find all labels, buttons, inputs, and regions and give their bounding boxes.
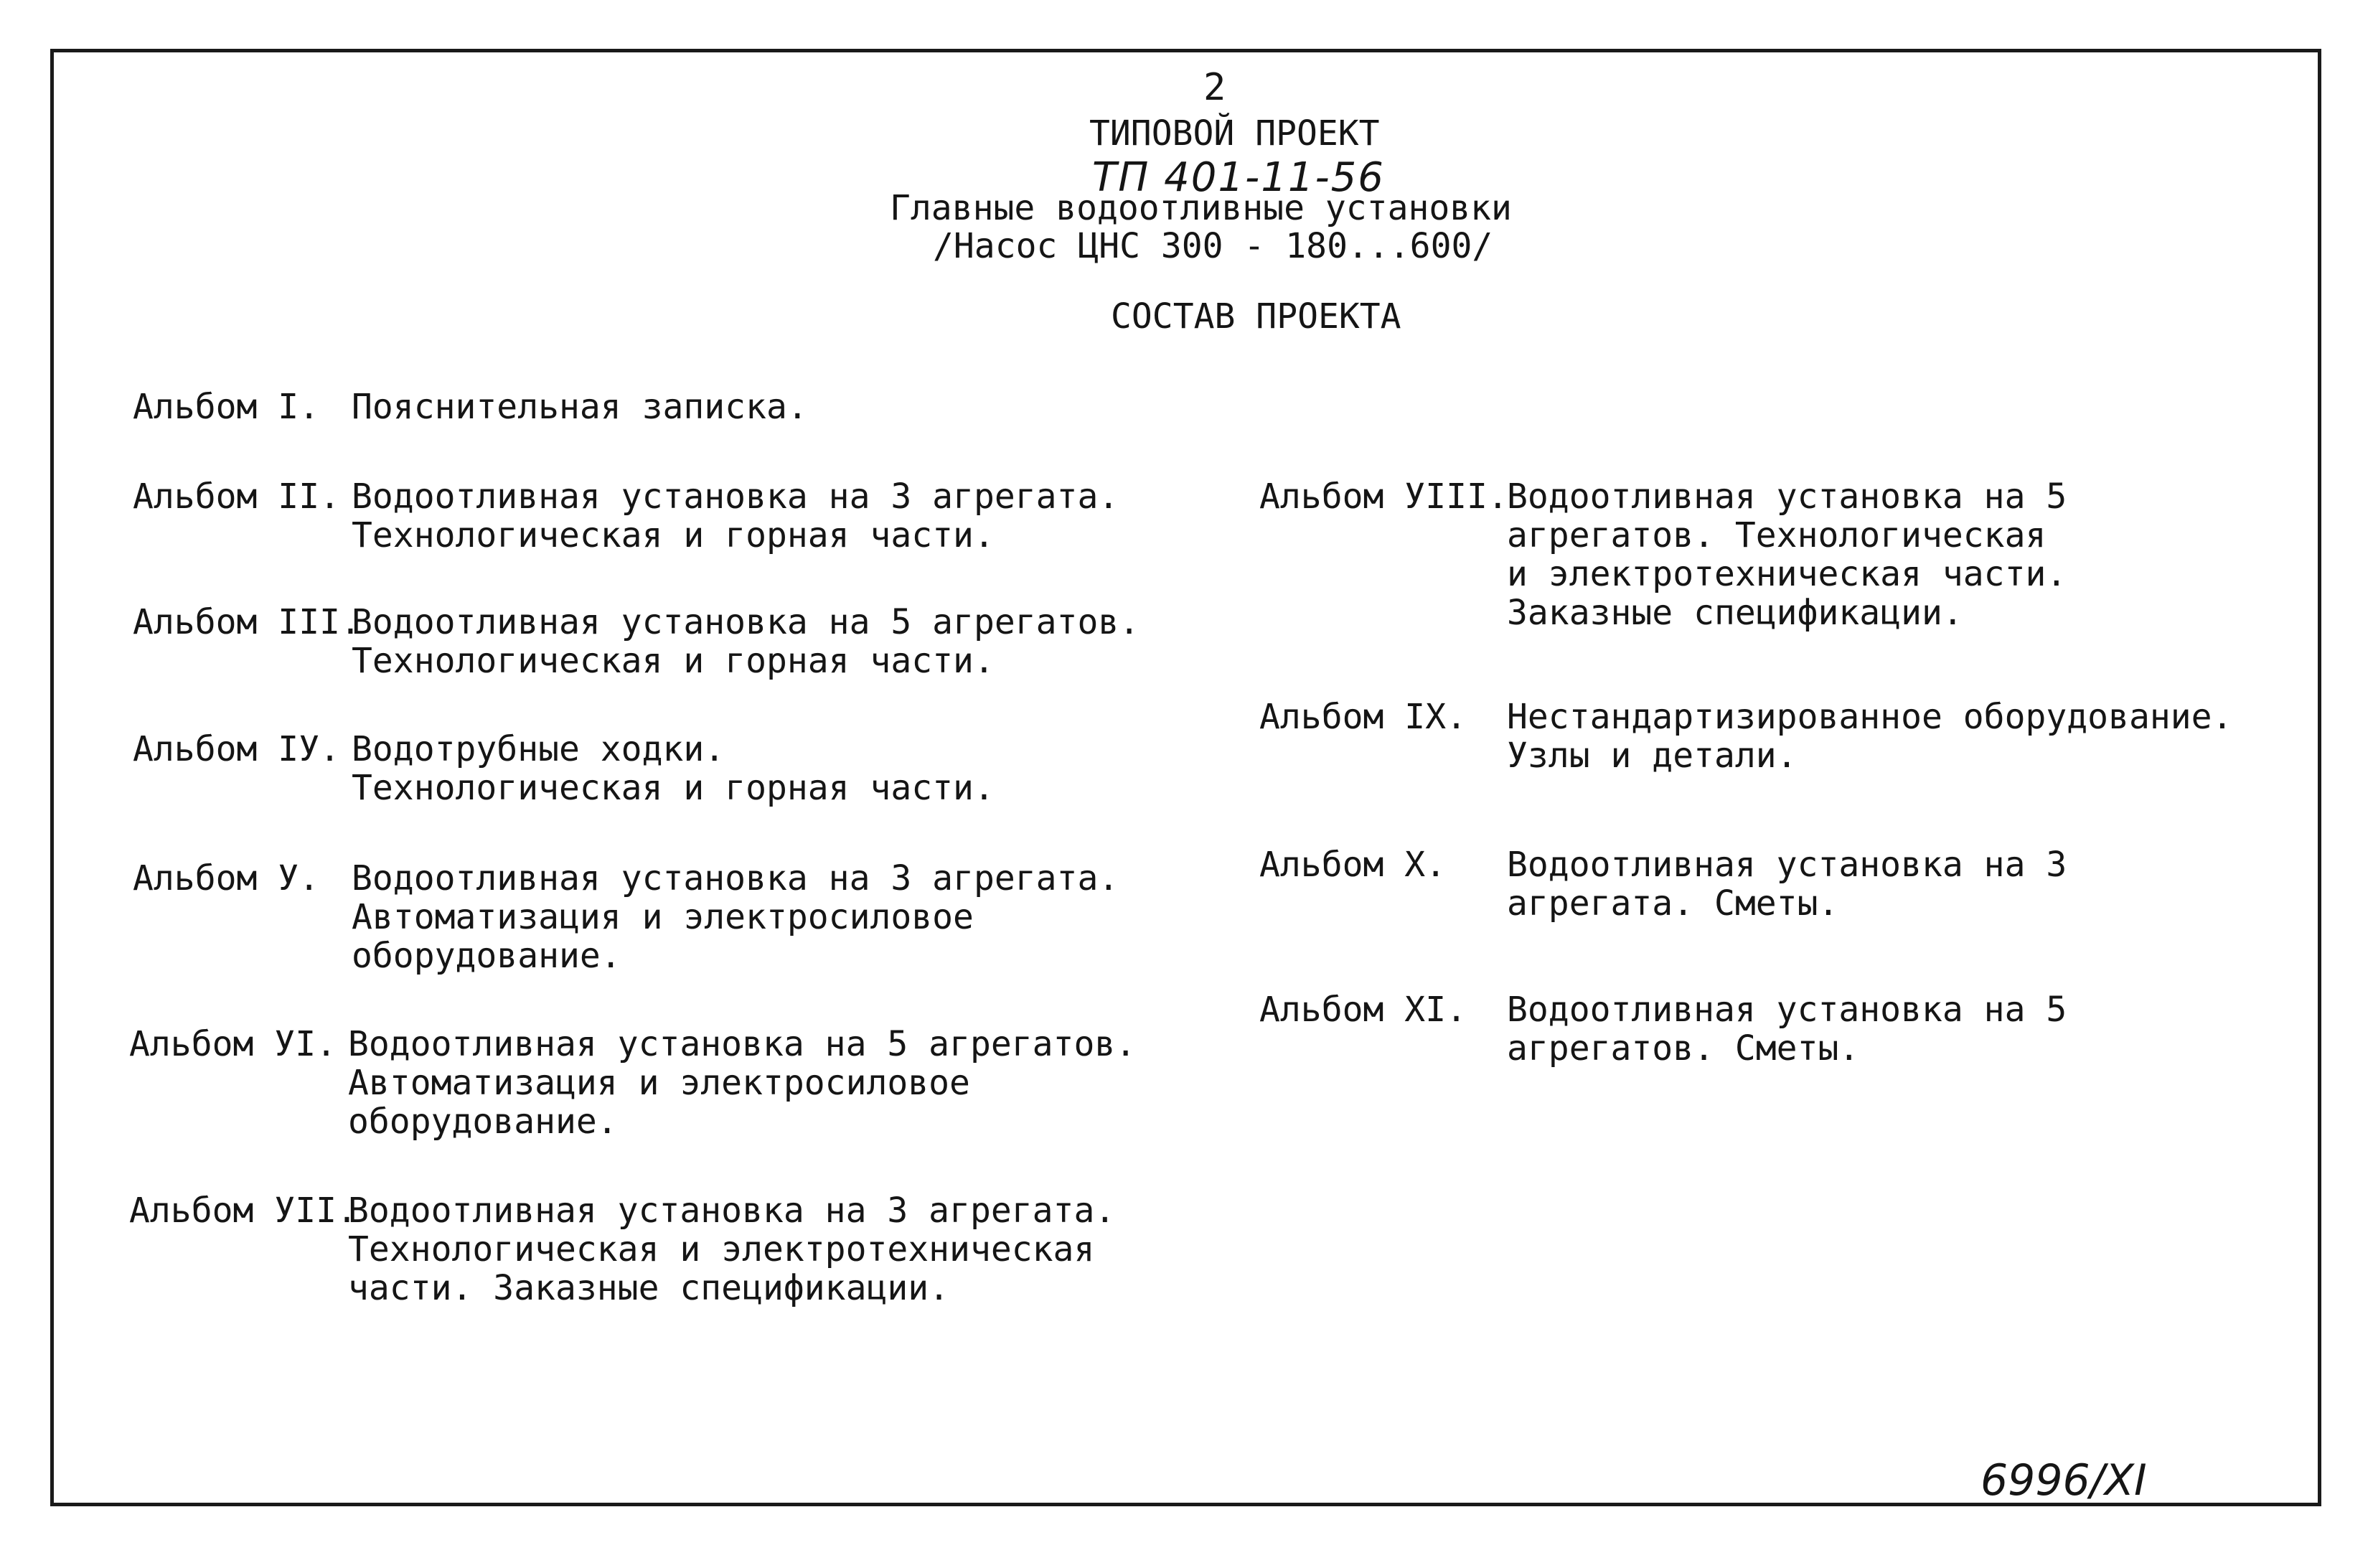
album-description-line: Водоотливная установка на 5	[1507, 476, 2067, 517]
pump-designation: /Насос ЦНС 300 - 180...600/	[933, 226, 1493, 266]
album-label: Альбом УIII.	[1259, 476, 1508, 517]
album-label: Альбом IУ.	[133, 729, 340, 769]
album-description-line: Водоотливная установка на 3 агрегата.	[352, 858, 1119, 898]
album-description-line: Узлы и детали.	[1507, 736, 1798, 776]
album-description-line: Водоотливная установка на 5 агрегатов.	[352, 602, 1140, 642]
project-code: ТП 401-11-56	[1092, 154, 1385, 201]
album-description-line: Нестандартизированное оборудование.	[1507, 697, 2233, 737]
album-description-line: агрегатов. Технологическая	[1507, 515, 2047, 555]
album-description-line: и электротехническая части.	[1507, 554, 2067, 594]
album-description-line: Технологическая и горная части.	[352, 641, 995, 681]
album-description-line: Водоотливная установка на 3 агрегата.	[348, 1191, 1116, 1231]
album-description-line: Автоматизация и электросиловое	[348, 1063, 970, 1103]
album-description-line: оборудование.	[348, 1102, 618, 1142]
album-label: Альбом УI.	[129, 1024, 337, 1064]
page-number: 2	[1203, 66, 1226, 109]
album-label: Альбом IX.	[1259, 697, 1467, 737]
album-label: Альбом I.	[133, 387, 320, 427]
album-label: Альбом XI.	[1259, 990, 1467, 1030]
album-label: Альбом X.	[1259, 845, 1447, 885]
album-description-line: Заказные спецификации.	[1507, 593, 1963, 633]
inventory-number: 6996/XI	[1980, 1455, 2147, 1506]
project-subtitle: Главные водоотливные установки	[890, 188, 1512, 228]
album-description-line: Водотрубные ходки.	[352, 729, 725, 769]
document-type-title: ТИПОВОЙ ПРОЕКТ	[1089, 113, 1380, 154]
section-title: СОСТАВ ПРОЕКТА	[1111, 296, 1401, 337]
album-description-line: Водоотливная установка на 5	[1507, 990, 2067, 1030]
album-description-line: Технологическая и электротехническая	[348, 1229, 1095, 1269]
album-label: Альбом III.	[133, 602, 361, 642]
album-description-line: Пояснительная записка.	[352, 387, 808, 427]
album-label: Альбом II.	[133, 476, 340, 517]
album-description-line: части. Заказные спецификации.	[348, 1268, 950, 1308]
album-description-line: Автоматизация и электросиловое	[352, 897, 974, 937]
album-description-line: агрегатов. Сметы.	[1507, 1028, 1860, 1069]
album-label: Альбом У.	[133, 858, 320, 898]
album-description-line: Технологическая и горная части.	[352, 515, 995, 555]
album-description-line: агрегата. Сметы.	[1507, 883, 1839, 924]
album-description-line: Водоотливная установка на 5 агрегатов.	[348, 1024, 1137, 1064]
album-description-line: Водоотливная установка на 3 агрегата.	[352, 476, 1119, 517]
album-description-line: Водоотливная установка на 3	[1507, 845, 2067, 885]
album-description-line: Технологическая и горная части.	[352, 768, 995, 808]
album-label: Альбом УII.	[129, 1191, 357, 1231]
album-description-line: оборудование.	[352, 936, 621, 976]
